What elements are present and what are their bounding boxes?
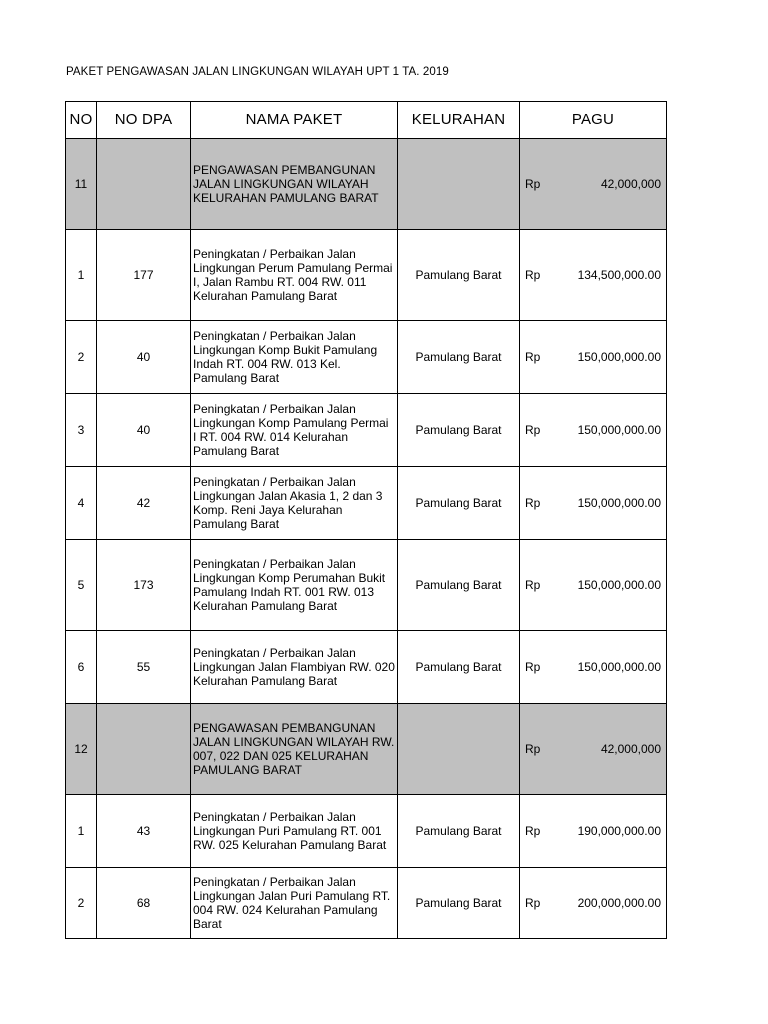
- pagu-amount: 42,000,000: [600, 177, 661, 191]
- cell-kelurahan: Pamulang Barat: [398, 868, 520, 939]
- cell-no-dpa: 43: [97, 795, 191, 868]
- cell-pagu: [520, 795, 667, 868]
- cell-pagu: [520, 467, 667, 540]
- pagu-value-wrap: [525, 177, 661, 191]
- group-row: [66, 139, 667, 230]
- cell-kelurahan: Pamulang Barat: [398, 230, 520, 321]
- cell-kelurahan: Pamulang Barat: [398, 394, 520, 467]
- cell-kelurahan: Pamulang Barat: [398, 631, 520, 704]
- cell-pagu: [520, 868, 667, 939]
- table-row: [66, 467, 667, 540]
- currency-label: Rp: [525, 177, 541, 191]
- header-no-dpa: NO DPA: [97, 102, 191, 139]
- pagu-amount: 200,000,000.00: [577, 896, 661, 910]
- cell-no-dpa: 68: [97, 868, 191, 939]
- cell-nama-paket: Peningkatan / Perbaikan Jalan Lingkungan Komp Bukit Pamulang Indah RT. 004 RW. 013 Kel. Pamulang Barat: [191, 321, 398, 394]
- cell-no-dpa: 177: [97, 230, 191, 321]
- cell-nama-paket: Peningkatan / Perbaikan Jalan Lingkungan Komp Perumahan Bukit Pamulang Indah RT. 001 RW. 013 Kelurahan Pamulang Barat: [191, 540, 398, 631]
- currency-label: Rp: [525, 742, 541, 756]
- header-nama-paket: NAMA PAKET: [191, 102, 398, 139]
- paket-table: [65, 101, 667, 939]
- cell-kelurahan: Pamulang Barat: [398, 795, 520, 868]
- currency-label: Rp: [525, 578, 541, 592]
- cell-pagu: [520, 394, 667, 467]
- header-row: [66, 102, 667, 139]
- pagu-amount: 42,000,000: [600, 742, 661, 756]
- currency-label: Rp: [525, 350, 541, 364]
- header-no: NO: [66, 102, 97, 139]
- cell-nama-paket: PENGAWASAN PEMBANGUNAN JALAN LINGKUNGAN WILAYAH KELURAHAN PAMULANG BARAT: [191, 139, 398, 230]
- pagu-value-wrap: [525, 496, 661, 510]
- cell-nama-paket: Peningkatan / Perbaikan Jalan Lingkungan Jalan Flambiyan RW. 020 Kelurahan Pamulang Barat: [191, 631, 398, 704]
- table-row: [66, 631, 667, 704]
- currency-label: Rp: [525, 423, 541, 437]
- cell-no-dpa: [97, 704, 191, 795]
- cell-no-dpa: [97, 139, 191, 230]
- pagu-amount: 150,000,000.00: [577, 423, 661, 437]
- currency-label: Rp: [525, 896, 541, 910]
- cell-no: 1: [66, 795, 97, 868]
- cell-no: 3: [66, 394, 97, 467]
- pagu-amount: 150,000,000.00: [577, 496, 661, 510]
- header-pagu: PAGU: [520, 102, 667, 139]
- table-row: [66, 321, 667, 394]
- document-title: PAKET PENGAWASAN JALAN LINGKUNGAN WILAYAH UPT 1 TA. 2019: [66, 66, 449, 78]
- cell-no: 1: [66, 230, 97, 321]
- cell-no-dpa: 55: [97, 631, 191, 704]
- cell-kelurahan: Pamulang Barat: [398, 467, 520, 540]
- cell-nama-paket: Peningkatan / Perbaikan Jalan Lingkungan Perum Pamulang Permai I, Jalan Rambu RT. 004 RW. 011 Kelurahan Pamulang Barat: [191, 230, 398, 321]
- pagu-amount: 150,000,000.00: [577, 660, 661, 674]
- currency-label: Rp: [525, 496, 541, 510]
- cell-nama-paket: Peningkatan / Perbaikan Jalan Lingkungan Jalan Puri Pamulang RT. 004 RW. 024 Kelurahan Pamulang Barat: [191, 868, 398, 939]
- cell-kelurahan: Pamulang Barat: [398, 321, 520, 394]
- pagu-amount: 190,000,000.00: [577, 824, 661, 838]
- pagu-value-wrap: [525, 742, 661, 756]
- currency-label: Rp: [525, 824, 541, 838]
- cell-pagu: [520, 631, 667, 704]
- cell-nama-paket: Peningkatan / Perbaikan Jalan Lingkungan Jalan Akasia 1, 2 dan 3 Komp. Reni Jaya Kelurahan Pamulang Barat: [191, 467, 398, 540]
- table-row: [66, 795, 667, 868]
- cell-pagu: [520, 704, 667, 795]
- table-row: [66, 868, 667, 939]
- cell-nama-paket: Peningkatan / Perbaikan Jalan Lingkungan Puri Pamulang RT. 001 RW. 025 Kelurahan Pamulang Barat: [191, 795, 398, 868]
- pagu-value-wrap: [525, 660, 661, 674]
- pagu-value-wrap: [525, 578, 661, 592]
- pagu-amount: 150,000,000.00: [577, 578, 661, 592]
- pagu-value-wrap: [525, 824, 661, 838]
- header-kelurahan: KELURAHAN: [398, 102, 520, 139]
- pagu-value-wrap: [525, 423, 661, 437]
- pagu-amount: 150,000,000.00: [577, 350, 661, 364]
- table-body: [66, 139, 667, 939]
- cell-no-dpa: 40: [97, 321, 191, 394]
- cell-no: 2: [66, 321, 97, 394]
- cell-pagu: [520, 321, 667, 394]
- table-row: [66, 394, 667, 467]
- cell-no: 5: [66, 540, 97, 631]
- cell-nama-paket: Peningkatan / Perbaikan Jalan Lingkungan Komp Pamulang Permai I RT. 004 RW. 014 Kelurahan Pamulang Barat: [191, 394, 398, 467]
- currency-label: Rp: [525, 660, 541, 674]
- cell-no: 2: [66, 868, 97, 939]
- cell-pagu: [520, 540, 667, 631]
- cell-kelurahan: Pamulang Barat: [398, 540, 520, 631]
- cell-no: 4: [66, 467, 97, 540]
- cell-nama-paket: PENGAWASAN PEMBANGUNAN JALAN LINGKUNGAN WILAYAH RW. 007, 022 DAN 025 KELURAHAN PAMULANG BARAT: [191, 704, 398, 795]
- pagu-value-wrap: [525, 896, 661, 910]
- cell-kelurahan: [398, 704, 520, 795]
- cell-no: 6: [66, 631, 97, 704]
- cell-no: 12: [66, 704, 97, 795]
- cell-kelurahan: [398, 139, 520, 230]
- pagu-value-wrap: [525, 268, 661, 282]
- cell-no: 11: [66, 139, 97, 230]
- group-row: [66, 704, 667, 795]
- pagu-value-wrap: [525, 350, 661, 364]
- pagu-amount: 134,500,000.00: [577, 268, 661, 282]
- cell-pagu: [520, 230, 667, 321]
- table-row: [66, 230, 667, 321]
- cell-no-dpa: 40: [97, 394, 191, 467]
- table-row: [66, 540, 667, 631]
- cell-no-dpa: 42: [97, 467, 191, 540]
- cell-no-dpa: 173: [97, 540, 191, 631]
- currency-label: Rp: [525, 268, 541, 282]
- cell-pagu: [520, 139, 667, 230]
